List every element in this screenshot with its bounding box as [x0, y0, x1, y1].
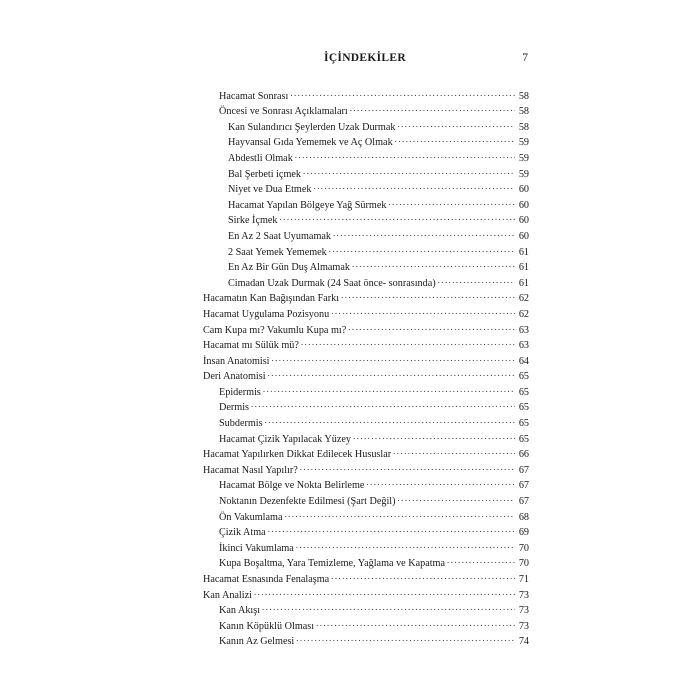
toc-entry-page: 71 [518, 574, 529, 585]
toc-entry-page: 65 [518, 402, 529, 414]
toc-entry-page: 64 [518, 355, 529, 367]
toc-entry-page: 66 [518, 449, 529, 461]
toc-entry-title: Noktanın Dezenfekte Edilmesi (Şart Değil) [219, 494, 398, 510]
toc-entry-title: Çizik Atma [219, 525, 268, 541]
dot-leader [272, 348, 516, 364]
toc-entry-title: Hacamat Uygulama Pozisyonu [203, 307, 331, 323]
toc-entry [203, 613, 529, 632]
toc-entry-title: Hacamat Bölge ve Nokta Belirleme [219, 478, 366, 494]
dot-leader [393, 442, 515, 458]
dot-leader [398, 488, 515, 504]
dot-leader [265, 410, 515, 426]
toc-entry-page: 60 [518, 215, 529, 227]
toc-entry [203, 457, 529, 476]
toc-entry-title: Hacamatın Kan Bağışından Farkı [203, 291, 341, 307]
toc-entry-title: Abdestli Olmak [228, 151, 295, 167]
toc-entry-page: 59 [518, 168, 529, 180]
toc-entry [203, 223, 529, 242]
toc-entry-title: Kanın Köpüklü Olması [219, 619, 316, 635]
toc-entry-title: Kanın Az Gelmesi [219, 634, 296, 650]
toc-entry [203, 410, 529, 430]
toc-entry-title: Hacamat Çizik Yapılacak Yüzey [219, 432, 353, 448]
dot-leader [313, 177, 515, 193]
dot-leader [397, 114, 515, 130]
toc-entry [203, 161, 529, 180]
toc-entry-title: Hacamat mı Sülük mü? [203, 338, 301, 354]
toc-entry-page: 60 [518, 230, 529, 242]
toc-entry-title: Hacamat Yapılırken Dikkat Edilecek Hususlar [203, 447, 393, 463]
toc-entry-title: Hacamat Yapılan Bölgeye Yağ Sürmek [228, 198, 388, 214]
dot-leader [290, 83, 515, 99]
toc-entry [203, 442, 529, 461]
toc-entry [203, 83, 529, 102]
toc-entry [203, 364, 529, 383]
toc-entry-page: 63 [518, 324, 529, 336]
dot-leader [303, 161, 515, 177]
dot-leader [329, 239, 515, 255]
toc-entry-title: Sirke İçmek [228, 213, 280, 229]
toc-entry-page: 70 [518, 542, 529, 554]
toc-entry-title: Epidermis [219, 385, 263, 401]
toc-entry [203, 488, 529, 508]
toc-entry [203, 145, 529, 164]
toc-entry-title: Niyet ve Dua Etmek [228, 182, 313, 198]
dot-leader [296, 535, 515, 551]
toc-entry-title: İkinci Vakumlama [219, 541, 296, 557]
toc-entry-page: 68 [518, 511, 529, 523]
dot-leader [353, 426, 515, 442]
dot-leader [395, 130, 515, 146]
toc-entry [203, 395, 529, 414]
dot-leader [333, 223, 515, 239]
dot-leader [341, 286, 515, 302]
toc-entry [203, 255, 529, 274]
toc-entry-title: En Az Bir Gün Duş Almamak [228, 260, 352, 276]
dot-leader [301, 333, 515, 349]
toc-entry [203, 426, 529, 445]
toc-entry [203, 114, 529, 133]
dot-leader [348, 317, 515, 333]
toc-entry-page: 65 [518, 433, 529, 445]
dot-leader [263, 379, 515, 395]
dot-leader [350, 99, 515, 115]
toc-entry-title: İnsan Anatomisi [203, 354, 272, 370]
toc-entry-title: Cimadan Uzak Durmak (24 Saat önce- sonrasında) [228, 276, 438, 292]
toc-entry-title: En Az 2 Saat Uyumamak [228, 229, 333, 245]
toc-entry [203, 177, 529, 196]
toc-entry-page: 62 [518, 293, 529, 305]
toc-entry-title: Hacamat Esnasında Fenalaşma [203, 572, 331, 588]
toc-entry-title: Subdermis [219, 416, 265, 432]
page-title: İÇİNDEKİLER [324, 52, 406, 64]
dot-leader [388, 192, 515, 208]
toc-entry-title: Kan Akışı [219, 603, 262, 619]
dot-leader [300, 457, 515, 473]
table-of-contents [203, 83, 529, 648]
toc-entry-page: 69 [518, 527, 529, 539]
toc-entry-title: Hacamat Nasıl Yapılır? [203, 463, 300, 479]
toc-entry-page: 65 [518, 418, 529, 430]
toc-entry-page: 58 [518, 121, 529, 133]
toc-entry-title: Bal Şerbeti içmek [228, 167, 303, 183]
dot-leader [352, 255, 515, 271]
toc-entry-title: Hacamat Sonrası [219, 89, 290, 105]
toc-entry-page: 61 [518, 246, 529, 258]
toc-entry [203, 473, 529, 492]
toc-entry [203, 192, 529, 211]
dot-leader [316, 613, 515, 629]
toc-entry-page: 60 [518, 184, 529, 196]
toc-entry-page: 61 [518, 277, 529, 289]
toc-entry [203, 535, 529, 554]
dot-leader [280, 208, 515, 224]
toc-entry-page: 62 [518, 308, 529, 320]
dot-leader [268, 364, 515, 380]
toc-entry-page: 65 [518, 386, 529, 398]
toc-entry-page: 73 [518, 605, 529, 617]
toc-entry-page: 73 [518, 620, 529, 632]
toc-entry [203, 239, 529, 258]
toc-entry-page: 67 [518, 464, 529, 476]
toc-entry [203, 208, 529, 227]
toc-entry [203, 520, 529, 539]
toc-entry-page: 63 [518, 340, 529, 352]
toc-entry [203, 333, 529, 352]
toc-entry-page: 59 [518, 152, 529, 164]
toc-entry [203, 379, 529, 398]
dot-leader [438, 270, 515, 286]
running-header [200, 52, 530, 70]
dot-leader [295, 145, 515, 161]
toc-entry-page: 65 [518, 371, 529, 383]
dot-leader [251, 395, 515, 411]
dot-leader [262, 598, 515, 614]
dot-leader [331, 566, 515, 582]
toc-entry-page: 58 [518, 106, 529, 118]
toc-entry-title: Dermis [219, 400, 251, 416]
toc-entry-title: Kan Sulandırıcı Şeylerden Uzak Durmak [228, 120, 397, 136]
toc-entry-title: Öncesi ve Sonrası Açıklamaları [219, 104, 350, 120]
toc-entry-title: Cam Kupa mı? Vakumlu Kupa mı? [203, 323, 348, 339]
toc-entry-page: 73 [518, 589, 529, 601]
dot-leader [366, 473, 515, 489]
toc-entry-title: Ön Vakumlama [219, 510, 284, 526]
toc-entry-page: 67 [518, 496, 529, 508]
dot-leader [254, 582, 515, 598]
dot-leader [296, 629, 515, 645]
toc-entry [203, 566, 529, 585]
toc-entry [203, 504, 529, 523]
toc-entry-page: 59 [518, 137, 529, 149]
dot-leader [331, 301, 515, 317]
toc-entry [203, 348, 529, 367]
dot-leader [268, 520, 515, 536]
toc-entry [203, 301, 529, 320]
page-number: 7 [522, 52, 528, 64]
toc-entry-page: 74 [518, 636, 529, 648]
toc-entry-title: Hayvansal Gıda Yememek ve Aç Olmak [228, 135, 395, 151]
toc-entry-title: Kupa Boşaltma, Yara Temizleme, Yağlama ve Kapatma [219, 556, 447, 572]
toc-entry [203, 551, 529, 570]
toc-entry-page: 60 [518, 199, 529, 211]
dot-leader [447, 551, 515, 567]
toc-entry-page: 61 [518, 262, 529, 274]
toc-entry [203, 629, 529, 648]
toc-entry [203, 286, 529, 305]
toc-entry [203, 582, 529, 601]
toc-entry-page: 70 [518, 558, 529, 570]
toc-entry-title: Kan Analizi [203, 588, 254, 604]
toc-entry [203, 99, 529, 118]
toc-entry [203, 598, 529, 617]
toc-entry-page: 58 [518, 90, 529, 102]
toc-entry-page: 67 [518, 480, 529, 492]
toc-entry [203, 317, 529, 336]
toc-entry [203, 130, 529, 149]
toc-entry [203, 270, 529, 289]
dot-leader [284, 504, 515, 520]
toc-entry-title: Deri Anatomisi [203, 369, 268, 385]
toc-entry-title: 2 Saat Yemek Yememek [228, 245, 329, 261]
